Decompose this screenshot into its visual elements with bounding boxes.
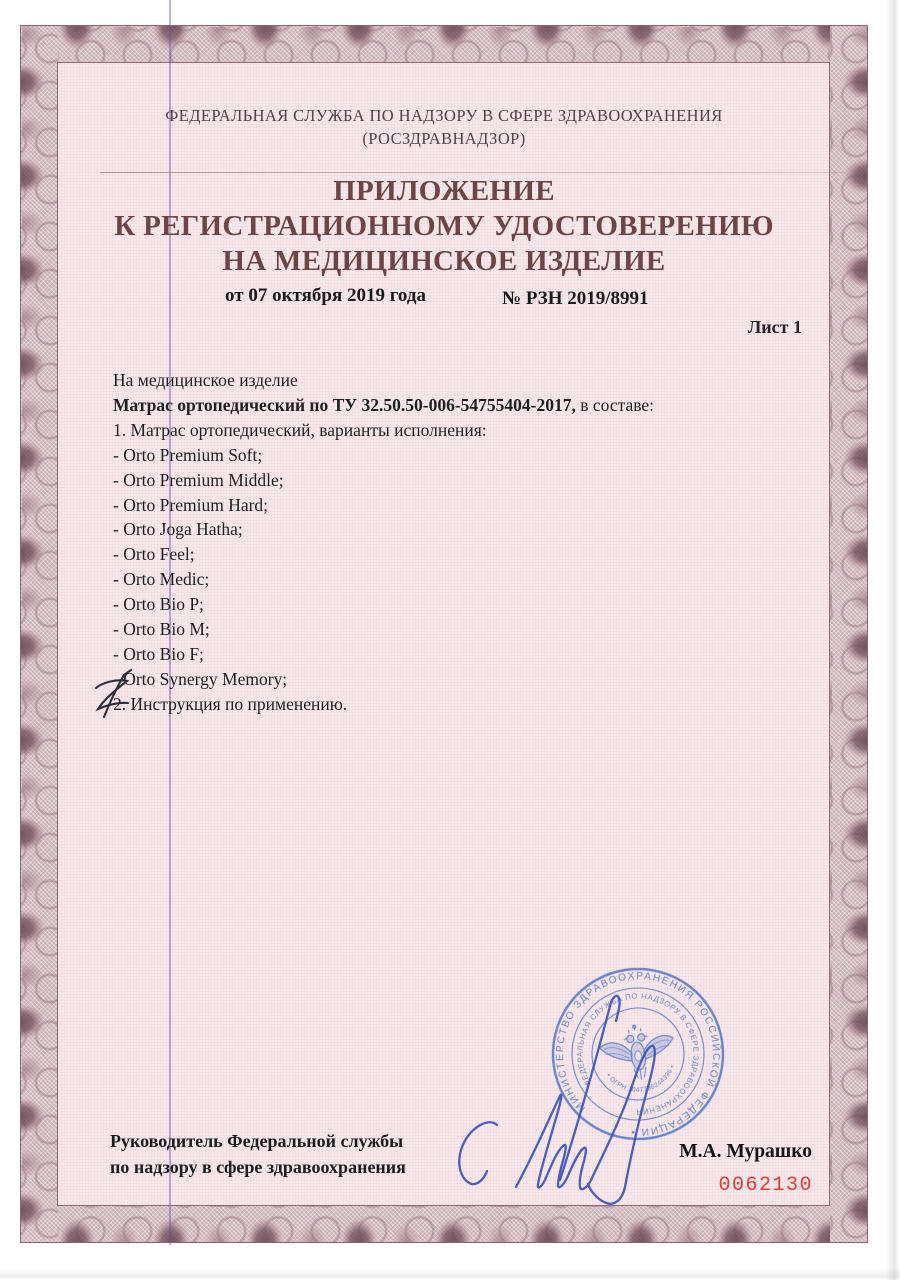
variant-line: - Orto Medic; <box>113 569 210 590</box>
registration-number: № РЗН 2019/8991 <box>502 288 649 309</box>
product-name: Матрас ортопедический по ТУ 32.50.50-006-54755404-2017, <box>113 394 576 415</box>
scan-edge-bottom <box>0 1268 900 1280</box>
agency-name: ФЕДЕРАЛЬНАЯ СЛУЖБА ПО НАДЗОРУ В СФЕРЕ ЗДРАВООХРАНЕНИЯ <box>165 106 723 125</box>
stamp-ogrn-text: • ОГРН 1047796244396 • <box>604 1063 677 1094</box>
variant-line: - Orto Premium Middle; <box>113 469 284 490</box>
body-item1: 1. Матрас ортопедический, варианты исполнения: <box>113 419 487 440</box>
variant-line: - Orto Feel; <box>113 544 195 565</box>
serial-number: 0062130 <box>718 1174 813 1197</box>
sheet-number: Лист 1 <box>747 317 802 337</box>
body-item2: 2. Инструкция по применению. <box>113 693 348 714</box>
variants-list <box>113 443 763 692</box>
officer-title-line1: Руководитель Федеральной службы <box>110 1131 404 1151</box>
document-title-line1: ПРИЛОЖЕНИЕ <box>333 175 555 207</box>
official-round-stamp <box>534 950 742 1158</box>
product-rest: в составе: <box>575 394 655 415</box>
variant-line: - Orto Joga Hatha; <box>113 519 243 540</box>
document-title-line3: НА МЕДИЦИНСКОЕ ИЗДЕЛИЕ <box>222 245 666 277</box>
agency-short-name: (РОСЗДРАВНАДЗОР) <box>362 129 526 148</box>
body-intro: На медицинское изделие <box>113 370 298 390</box>
scan-edge-right <box>886 0 900 1280</box>
officer-title-line2: по надзору в сфере здравоохранения <box>110 1157 406 1177</box>
registration-row <box>0 285 900 315</box>
officer-title <box>110 1128 406 1180</box>
variant-line: - Orto Premium Soft; <box>113 444 263 465</box>
officer-name: М.А. Мурашко <box>679 1141 812 1162</box>
variant-line: - Orto Premium Hard; <box>113 494 269 515</box>
header-divider <box>100 172 845 173</box>
stamp-outer-text: МИНИСТЕРСТВО ЗДРАВООХРАНЕНИЯ РОССИЙСКОЙ ФЕДЕРАЦИИ • <box>554 970 722 1138</box>
product-line <box>113 393 763 418</box>
document-title-line2: К РЕГИСТРАЦИОННОМУ УДОСТОВЕРЕНИЮ <box>114 210 774 242</box>
variant-line: - Orto Bio F; <box>113 643 204 664</box>
body-text <box>113 368 763 717</box>
variant-line: - Orto Bio P; <box>113 594 204 615</box>
variant-line: - Orto Bio M; <box>113 619 210 640</box>
registration-date: от 07 октября 2019 года <box>225 285 426 306</box>
variant-line: - Orto Synergy Memory; <box>113 668 288 689</box>
stamp-inner-text: ФЕДЕРАЛЬНАЯ СЛУЖБА ПО НАДЗОРУ В СФЕРЕ ЗДРАВООХРАНЕНИЯ <box>575 991 701 1117</box>
